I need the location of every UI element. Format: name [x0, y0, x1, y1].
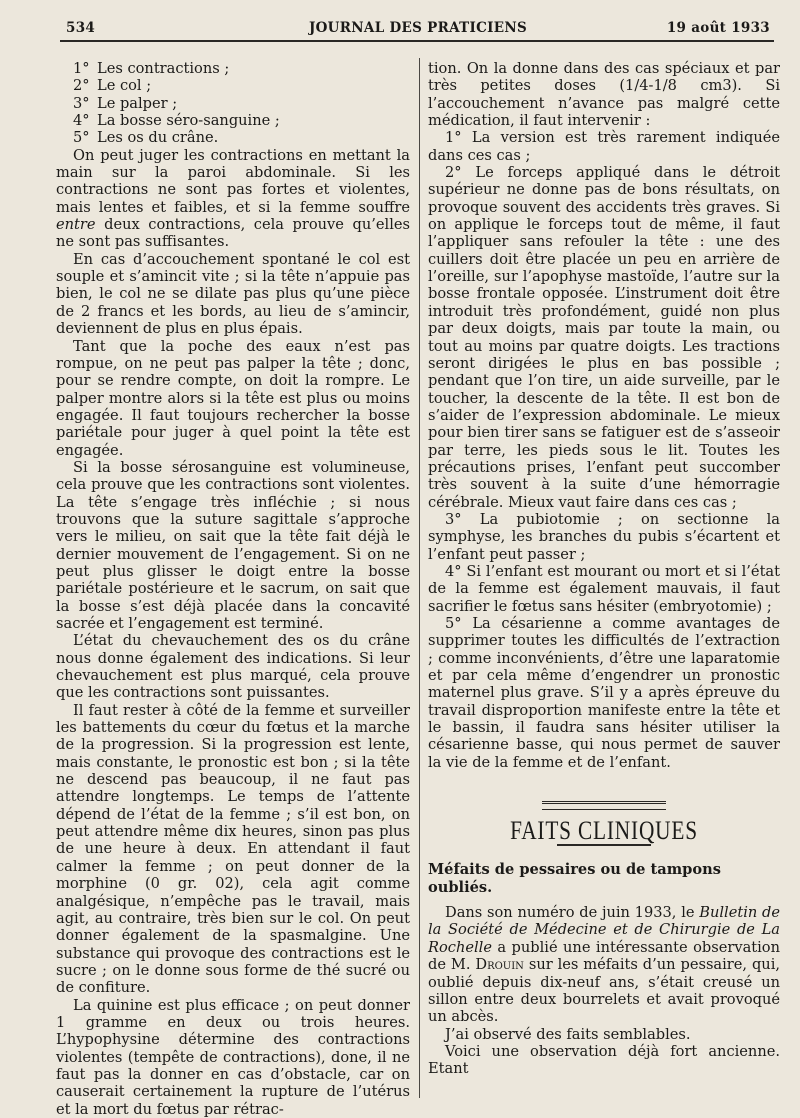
paragraph: La quinine est plus efficace ; on peut donner 1 gramme en deux ou trois heures. L’hypophysine détermine des contractions violentes (tempête de contractions), done, il ne faut pas la donner en cas d’obstacle, car on causerait certainement la rupture de l’utérus et la mort du fœtus par rétrac-	[56, 996, 410, 1118]
list-text: Le col ;	[97, 77, 152, 95]
paragraph: J’ai observé des faits semblables.	[445, 1025, 691, 1043]
list-number: 5°	[73, 129, 90, 147]
list-item	[428, 164, 780, 511]
paragraph: Tant que la poche des eaux n’est pas rompue, on ne peut pas palper la tête ; donc, pour se rendre compte, on doit la rompre. Le palper montre alors si la tête est plus ou moins engagée. Il faut toujours rechercher la bosse pariétale pour juger à quel point la tête est engagée.	[56, 337, 410, 459]
list-text: La version est très rarement indiquée dans ces cas ;	[428, 129, 780, 164]
journal-title: JOURNAL DES PRATICIENS	[308, 20, 528, 36]
paragraph-text: Dans son numéro de juin 1933, le	[445, 904, 700, 922]
paragraph	[428, 904, 780, 1025]
list-number: 5°	[445, 615, 462, 632]
list-item	[56, 129, 410, 146]
paragraph: Si la bosse sérosanguine est volumineuse, cela prouve que les contractions sont violentes. La tête s’engage très infléchie ; si nous trouvons que la suture sagittale s’approche vers le milieu, on sait que la tête fait déjà le dernier mouvement de l’engagement. Si on ne peut plus glisser le doigt entre la bosse pariétale postérieure et le sacrum, on sait que la bosse s’est déjà placée dans la concavité sacrée et l’engagement est terminé.	[56, 458, 410, 632]
list-item	[56, 60, 410, 77]
list-item	[428, 511, 780, 563]
list-text: La bosse séro-sanguine ;	[97, 112, 280, 130]
list-number: 2°	[73, 77, 90, 95]
list-number: 2°	[445, 164, 462, 182]
paragraph: Voici une observation déjà fort ancienne. Etant	[428, 1042, 780, 1078]
column-divider	[419, 58, 420, 1098]
paragraph: L’état du chevauchement des os du crâne nous donne également des indications. Si leur chevauchement est plus marqué, cela prouve que les contractions sont puissantes.	[56, 632, 410, 702]
right-column	[428, 60, 780, 1078]
paragraph: Il faut rester à côté de la femme et surveiller les battements du cœur du fœtus et la marche de la progression. Si la progression est lente, mais constante, le pronostic est bon ; si la tête ne descend pas beaucoup, il ne faut pas attendre longtemps. Le temps de l’attente dépend de l’état de la femme ; s’il est bon, on peut attendre même dix heures, sinon pas plus de une heure à deux. En attendant il faut calmer la femme ; on peut donner de la morphine (0 gr. 02), cela agit comme analgésique, n’empêche pas le travail, mais agit, au contraire, très bien sur le col. On peut donner également de la spasmalgine. Une substance qui provoque des contractions est le sucre ; on le donne sous forme de thé sucré ou de confiture.	[56, 701, 410, 997]
section-title: FAITS CLINIQUES	[510, 816, 698, 846]
list-item	[428, 563, 780, 615]
list-item	[428, 615, 780, 771]
list-text: La césarienne a comme avantages de supprimer toutes les difficultés de l’extraction ; comme inconvénients, d’être une laparatomie et par cela même d’engendrer un pronostic maternel plus grave. S’il y a après épreuve du travail disproportion manifeste entre la tête et le bassin, il faudra sans hésiter utiliser la césarienne basse, qui nous permet de sauver la vie de la femme et de l’enfant.	[428, 615, 780, 771]
list-text: Les contractions ;	[97, 60, 230, 77]
article-title: Méfaits de pessaires ou de tampons oubliés.	[428, 861, 721, 896]
left-column	[56, 60, 410, 1118]
paragraph	[56, 147, 410, 251]
list-number: 3°	[445, 510, 462, 528]
journal-name: Bulletin de la Société de Médecine et de Chirurgie de La Rochelle	[428, 904, 780, 956]
article-body	[428, 904, 780, 1077]
header-rule	[60, 40, 774, 42]
paragraph-text: On peut juger les contractions en mettant la main sur la paroi abdominale. Si les contractions ne sont pas fortes et violentes, mais lentes et faibles, et si la femme souffre	[56, 146, 410, 216]
running-head	[66, 18, 770, 40]
paragraph-text: a publié une intéressante observation de M.	[428, 938, 780, 974]
list-number: 4°	[73, 112, 90, 130]
list-number: 1°	[445, 129, 462, 147]
paragraph-text: sur les méfaits d’un pessaire, qui, oublié depuis dix-neuf ans, s’était creusé un sillon entre deux bourrelets et avait provoqué un abcès.	[428, 956, 781, 1026]
emphasis-text: entre	[56, 216, 96, 234]
issue-date: 19 août 1933	[666, 20, 770, 36]
list-item	[428, 129, 780, 164]
list-item	[56, 112, 410, 129]
page-number: 534	[66, 20, 96, 36]
list-text: Le forceps appliqué dans le détroit supérieur ne donne pas de bons résultats, on provoque souvent des accidents très graves. Si on applique le forceps tout de même, il faut l’appliquer sans refouler la tête : une des cuillers doit être placée un peu en arrière de l’oreille, sur l’apophyse mastoïde, l’autre sur la bosse frontale opposée. L’instrument doit être introduit très profondément, guidé non plus par deux doigts, mais par toute la main, ou tout au moins par quatre doigts. Les tractions seront dirigées le plus en bas possible ; pendant que l’on tire, un aide surveille, par le toucher, la descente de la tête. Il est bon de s’aider de l’expression abdominale. Le mieux pour bien tirer sans se fatiguer est de s’asseoir par terre, les pieds sous le lit. Toutes les précautions prises, l’enfant peut succomber très souvent à la suite d’une hémorragie cérébrale. Mieux vaut faire dans ces cas ;	[428, 164, 781, 511]
list-text: La pubiotomie ; on sectionne la symphyse, les branches du pubis s’écartent et l’enfant peut passer ;	[428, 510, 780, 563]
list-text: Les os du crâne.	[97, 129, 219, 147]
list-text: Si l’enfant est mourant ou mort et si l’état de la femme est également mauvais, il faut sacrifier le fœtus sans hésiter (embryotomie) ;	[428, 562, 780, 615]
list-number: 1°	[73, 60, 90, 77]
list-item	[56, 77, 410, 94]
paragraph: En cas d’accouchement spontané le col est souple et s’amincit vite ; si la tête n’appuie pas bien, le col ne se dilate pas plus qu’une pièce de 2 francs et les bords, au lieu de s’amincir, deviennent de plus en plus épais.	[56, 250, 410, 338]
section-ornament-rule	[542, 801, 666, 810]
paragraph: tion. On la donne dans des cas spéciaux et par très petites doses (1/4-1/8 cm3). Si l’accouchement n’avance pas malgré cette médication, il faut intervenir :	[428, 60, 780, 130]
list-item	[56, 95, 410, 112]
list-number: 4°	[445, 562, 462, 580]
paragraph-text: deux contractions, cela prouve qu’elles ne sont pas suffisantes.	[56, 216, 410, 251]
list-text: Le palper ;	[97, 94, 178, 112]
author-name: Drouin	[475, 956, 524, 974]
list-number: 3°	[73, 94, 90, 112]
